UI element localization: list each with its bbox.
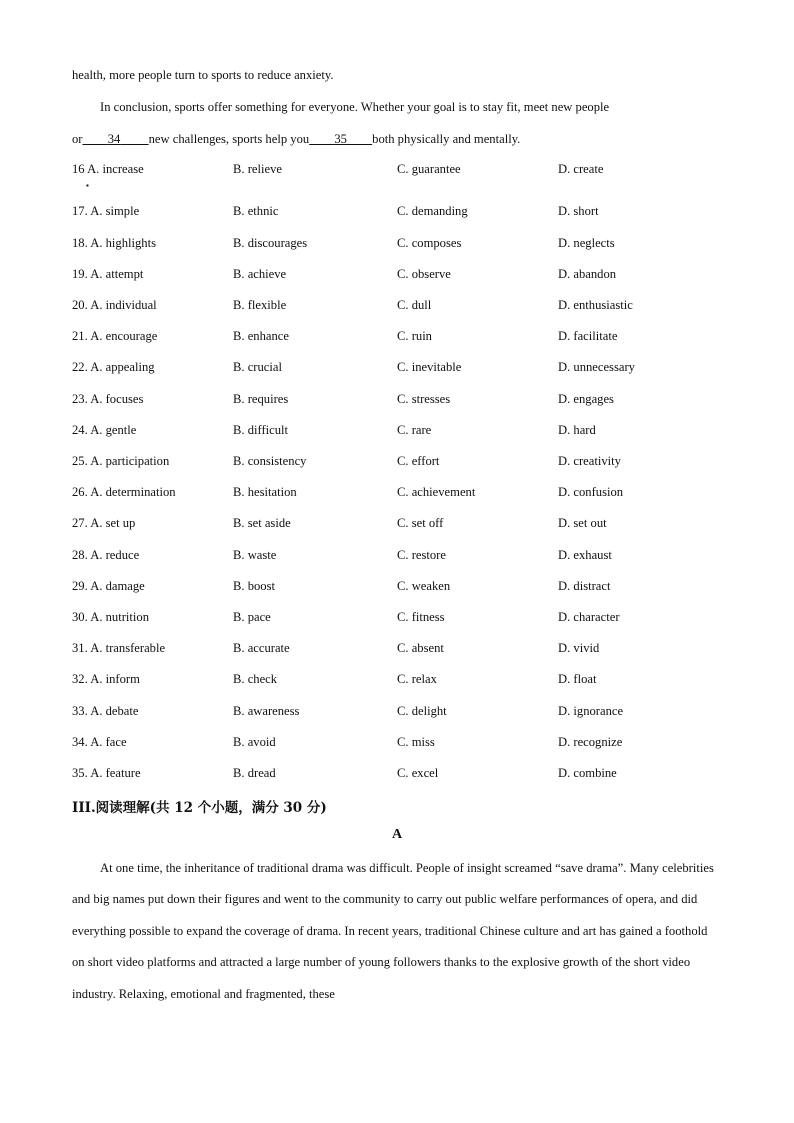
- question-number-and-option-a: [72, 672, 140, 687]
- question-row: [0, 766, 794, 786]
- question-row: [0, 298, 794, 318]
- question-row: [0, 162, 794, 182]
- option-c: C. composes: [397, 236, 462, 250]
- question-number: 16: [72, 162, 85, 176]
- option-d: D. neglects: [558, 236, 615, 250]
- passage-letter: A: [391, 827, 403, 842]
- option-b: B. achieve: [233, 267, 287, 281]
- question-number: 19.: [72, 267, 88, 281]
- question-number-and-option-a: [72, 610, 149, 625]
- question-row: [0, 329, 794, 349]
- question-number: 32.: [72, 672, 88, 686]
- question-number-and-option-a: [72, 204, 139, 219]
- option-c: C. fitness: [397, 610, 445, 624]
- option-d: D. facilitate: [558, 329, 618, 343]
- option-a: A. transferable: [90, 641, 166, 655]
- option-b: B. relieve: [233, 162, 282, 176]
- option-d: D. float: [558, 672, 597, 686]
- option-d: D. creativity: [558, 454, 621, 468]
- option-b: B. avoid: [233, 735, 276, 749]
- question-row: [0, 672, 794, 692]
- option-c: C. guarantee: [397, 162, 461, 176]
- question-number: 18.: [72, 236, 88, 250]
- question-row: [0, 735, 794, 755]
- blank-35: [309, 132, 372, 147]
- question-row: [0, 392, 794, 412]
- question-number-and-option-a: [72, 766, 141, 781]
- question-number: 31.: [72, 641, 88, 655]
- text-mid: new challenges, sports help you: [148, 132, 310, 146]
- option-a: A. attempt: [90, 267, 144, 281]
- question-row: [0, 267, 794, 287]
- question-number: 20.: [72, 298, 88, 312]
- option-c: C. stresses: [397, 392, 451, 406]
- option-b: B. waste: [233, 548, 277, 562]
- option-b: B. requires: [233, 392, 289, 406]
- option-c: C. effort: [397, 454, 440, 468]
- question-row: [0, 423, 794, 443]
- question-number-and-option-a: [72, 267, 143, 282]
- option-b: B. discourages: [233, 236, 308, 250]
- option-c: C. achievement: [397, 485, 476, 499]
- option-b: B. flexible: [233, 298, 287, 312]
- option-a: A. debate: [90, 704, 139, 718]
- question-row: [0, 610, 794, 630]
- option-d: D. combine: [558, 766, 617, 780]
- option-d: D. ignorance: [558, 704, 624, 718]
- option-b: B. dread: [233, 766, 276, 780]
- option-d: D. enthusiastic: [558, 298, 633, 312]
- option-c: C. rare: [397, 423, 432, 437]
- question-row: [0, 579, 794, 599]
- option-b: B. set aside: [233, 516, 291, 530]
- question-number-and-option-a: [72, 735, 127, 750]
- question-number: 23.: [72, 392, 88, 406]
- option-b: B. check: [233, 672, 278, 686]
- option-b: B. awareness: [233, 704, 300, 718]
- option-d: D. confusion: [558, 485, 624, 499]
- question-row: [0, 548, 794, 568]
- question-number-and-option-a: [72, 548, 139, 563]
- blank-34: [83, 132, 149, 147]
- question-number-and-option-a: [72, 516, 135, 531]
- option-b: B. accurate: [233, 641, 290, 655]
- question-number-and-option-a: [72, 485, 176, 500]
- option-a: A. reduce: [90, 548, 140, 562]
- option-d: D. exhaust: [558, 548, 612, 562]
- question-number: 22.: [72, 360, 88, 374]
- option-b: B. difficult: [233, 423, 289, 437]
- option-d: D. engages: [558, 392, 614, 406]
- question-number-and-option-a: [72, 329, 157, 344]
- option-d: D. create: [558, 162, 604, 176]
- option-b: B. ethnic: [233, 204, 279, 218]
- option-d: D. abandon: [558, 267, 617, 281]
- question-number-and-option-a: [72, 423, 136, 438]
- text-or: or: [72, 132, 83, 146]
- blank-34-number: 34: [107, 132, 121, 146]
- option-b: B. hesitation: [233, 485, 297, 499]
- option-c: C. inevitable: [397, 360, 462, 374]
- question-number-and-option-a: [72, 579, 145, 594]
- question-number: 25.: [72, 454, 88, 468]
- option-c: C. relax: [397, 672, 437, 686]
- option-c: C. excel: [397, 766, 439, 780]
- option-b: B. crucial: [233, 360, 282, 374]
- question-number: 26.: [72, 485, 88, 499]
- option-d: D. set out: [558, 516, 607, 530]
- option-b: B. enhance: [233, 329, 289, 343]
- option-b: B. boost: [233, 579, 275, 593]
- option-a: A. increase: [87, 162, 144, 176]
- option-a: A. feature: [90, 766, 141, 780]
- option-c: C. weaken: [397, 579, 451, 593]
- option-c: C. miss: [397, 735, 435, 749]
- option-c: C. delight: [397, 704, 447, 718]
- question-row: [0, 204, 794, 224]
- question-row: [0, 516, 794, 536]
- question-number: 33.: [72, 704, 88, 718]
- option-d: D. distract: [558, 579, 611, 593]
- option-c: C. set off: [397, 516, 444, 530]
- question-number-and-option-a: [72, 298, 157, 313]
- option-c: C. restore: [397, 548, 446, 562]
- question-row: [0, 704, 794, 724]
- option-c: C. absent: [397, 641, 444, 655]
- question-number-and-option-a: [72, 392, 143, 407]
- option-a: A. determination: [90, 485, 176, 499]
- question-number: 24.: [72, 423, 88, 437]
- question-row: [0, 485, 794, 505]
- option-a: A. individual: [90, 298, 157, 312]
- option-a: A. appealing: [90, 360, 155, 374]
- option-a: A. gentle: [90, 423, 137, 437]
- question-number: 30.: [72, 610, 88, 624]
- option-c: C. demanding: [397, 204, 468, 218]
- question-number: 34.: [72, 735, 88, 749]
- question-row: [0, 236, 794, 256]
- option-a: A. focuses: [90, 392, 144, 406]
- question-number: 29.: [72, 579, 88, 593]
- conclusion-line: In conclusion, sports offer something for everyone. Whether your goal is to stay fit, meet new people: [100, 100, 610, 114]
- blank-line: [72, 132, 520, 147]
- dot-mark: ▪: [86, 181, 89, 190]
- option-a: A. damage: [90, 579, 145, 593]
- option-b: B. consistency: [233, 454, 307, 468]
- option-d: D. unnecessary: [558, 360, 635, 374]
- option-d: D. hard: [558, 423, 596, 437]
- option-d: D. recognize: [558, 735, 623, 749]
- question-number: 35.: [72, 766, 88, 780]
- question-number-and-option-a: [72, 236, 156, 251]
- option-a: A. nutrition: [90, 610, 149, 624]
- question-row: [0, 454, 794, 474]
- question-number-and-option-a: [72, 360, 155, 375]
- option-d: D. short: [558, 204, 599, 218]
- question-row: [0, 360, 794, 380]
- option-d: D. character: [558, 610, 620, 624]
- option-a: A. set up: [90, 516, 136, 530]
- question-number: 21.: [72, 329, 88, 343]
- option-a: A. simple: [90, 204, 140, 218]
- question-number: 17.: [72, 204, 88, 218]
- option-a: A. face: [90, 735, 127, 749]
- question-number-and-option-a: [72, 454, 169, 469]
- intro-line-1: health, more people turn to sports to reduce anxiety.: [72, 68, 334, 82]
- question-number-and-option-a: [72, 641, 165, 656]
- option-a: A. encourage: [90, 329, 158, 343]
- option-a: A. participation: [90, 454, 170, 468]
- option-c: C. ruin: [397, 329, 432, 343]
- option-c: C. dull: [397, 298, 432, 312]
- question-number: 27.: [72, 516, 88, 530]
- option-a: A. inform: [90, 672, 140, 686]
- option-a: A. highlights: [90, 236, 156, 250]
- text-post: both physically and mentally.: [372, 132, 521, 146]
- blank-35-number: 35: [334, 132, 347, 146]
- question-number: 28.: [72, 548, 88, 562]
- question-number-and-option-a: [72, 704, 138, 719]
- passage-paragraph: At one time, the inheritance of traditional drama was difficult. People of insight screamed “save drama”. Many celebrities and big names put down their figures and went to the community to carry out public welfare performances of opera, and did everything possible to expand the coverage of drama. In recent years, traditional Chinese culture and art has gained a foothold on short video platforms and attracted a large number of young followers thanks to the explosive growth of the short video industry. Relaxing, emotional and fragmented, these: [72, 861, 714, 1001]
- option-c: C. observe: [397, 267, 451, 281]
- option-d: D. vivid: [558, 641, 600, 655]
- section-title: III.阅读理解(共 12 个小题，满分 30 分): [72, 800, 327, 816]
- question-row: [0, 641, 794, 661]
- question-number-and-option-a: [72, 162, 144, 177]
- option-b: B. pace: [233, 610, 271, 624]
